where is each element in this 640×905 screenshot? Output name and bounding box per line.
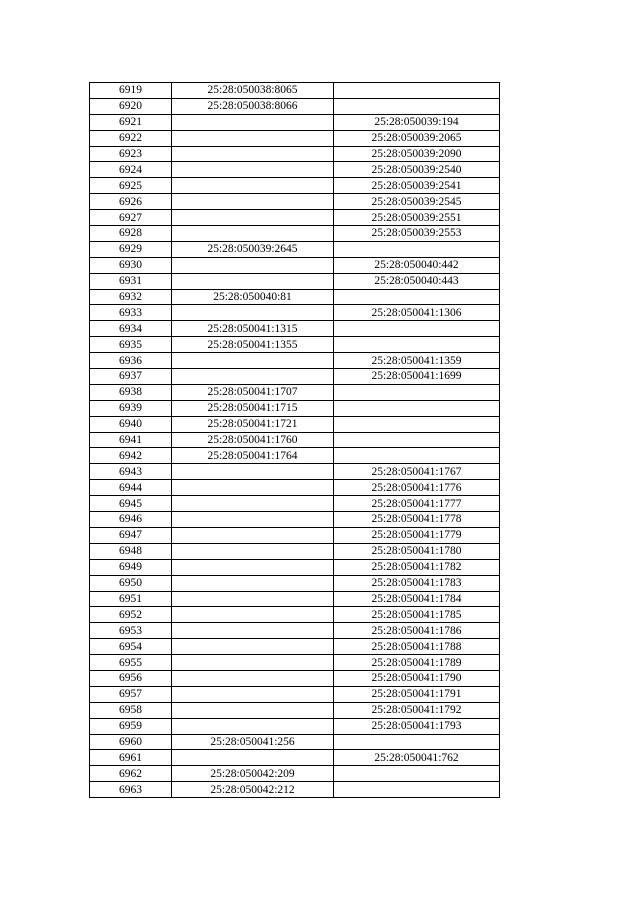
cadastral-number-cell-col2: 25:28:050042:209 <box>172 766 334 782</box>
row-number-cell: 6949 <box>90 559 172 575</box>
cadastral-number-cell-col3 <box>334 782 500 798</box>
table-row <box>90 114 500 130</box>
table-row <box>90 734 500 750</box>
cadastral-number-cell-col3 <box>334 83 500 99</box>
table-row <box>90 686 500 702</box>
row-number-cell: 6944 <box>90 480 172 496</box>
table-row <box>90 480 500 496</box>
table-row <box>90 559 500 575</box>
row-number-cell: 6925 <box>90 178 172 194</box>
table-row <box>90 702 500 718</box>
cadastral-number-cell-col3 <box>334 384 500 400</box>
cadastral-number-cell-col2 <box>172 226 334 242</box>
table-row <box>90 98 500 114</box>
cadastral-number-cell-col2 <box>172 655 334 671</box>
table-row <box>90 591 500 607</box>
table-row <box>90 289 500 305</box>
row-number-cell: 6934 <box>90 321 172 337</box>
cadastral-number-cell-col2: 25:28:050041:1764 <box>172 448 334 464</box>
cadastral-number-cell-col3: 25:28:050040:442 <box>334 257 500 273</box>
table-row <box>90 384 500 400</box>
row-number-cell: 6942 <box>90 448 172 464</box>
table-row <box>90 369 500 385</box>
cadastral-number-cell-col3 <box>334 416 500 432</box>
cadastral-number-cell-col3: 25:28:050039:2551 <box>334 210 500 226</box>
cadastral-number-cell-col2 <box>172 512 334 528</box>
cadastral-number-cell-col2: 25:28:050038:8065 <box>172 83 334 99</box>
row-number-cell: 6932 <box>90 289 172 305</box>
cadastral-number-cell-col3: 25:28:050039:2065 <box>334 130 500 146</box>
cadastral-number-cell-col3: 25:28:050041:1791 <box>334 686 500 702</box>
cadastral-number-cell-col2 <box>172 480 334 496</box>
table-row <box>90 512 500 528</box>
cadastral-number-cell-col3 <box>334 448 500 464</box>
cadastral-number-cell-col2 <box>172 464 334 480</box>
row-number-cell: 6929 <box>90 241 172 257</box>
table-row <box>90 750 500 766</box>
table-row <box>90 226 500 242</box>
table-row <box>90 194 500 210</box>
cadastral-number-cell-col3 <box>334 400 500 416</box>
row-number-cell: 6946 <box>90 512 172 528</box>
cadastral-number-cell-col2: 25:28:050041:256 <box>172 734 334 750</box>
row-number-cell: 6954 <box>90 639 172 655</box>
cadastral-number-cell-col2 <box>172 639 334 655</box>
row-number-cell: 6928 <box>90 226 172 242</box>
row-number-cell: 6948 <box>90 543 172 559</box>
cadastral-number-cell-col2 <box>172 750 334 766</box>
cadastral-number-cell-col3: 25:28:050041:762 <box>334 750 500 766</box>
cadastral-number-cell-col2 <box>172 257 334 273</box>
cadastral-number-cell-col2 <box>172 607 334 623</box>
row-number-cell: 6919 <box>90 83 172 99</box>
row-number-cell: 6941 <box>90 432 172 448</box>
table-row <box>90 178 500 194</box>
cadastral-number-cell-col3 <box>334 321 500 337</box>
table-row <box>90 782 500 798</box>
row-number-cell: 6961 <box>90 750 172 766</box>
cadastral-number-cell-col3: 25:28:050039:2553 <box>334 226 500 242</box>
table-row <box>90 575 500 591</box>
cadastral-number-table <box>89 82 500 798</box>
cadastral-number-cell-col3: 25:28:050041:1790 <box>334 670 500 686</box>
row-number-cell: 6922 <box>90 130 172 146</box>
cadastral-number-cell-col2: 25:28:050040:81 <box>172 289 334 305</box>
cadastral-number-cell-col3: 25:28:050041:1785 <box>334 607 500 623</box>
row-number-cell: 6931 <box>90 273 172 289</box>
table-row <box>90 416 500 432</box>
cadastral-number-cell-col2 <box>172 194 334 210</box>
row-number-cell: 6960 <box>90 734 172 750</box>
cadastral-number-cell-col3: 25:28:050041:1788 <box>334 639 500 655</box>
row-number-cell: 6950 <box>90 575 172 591</box>
table-row <box>90 257 500 273</box>
cadastral-number-cell-col3: 25:28:050041:1792 <box>334 702 500 718</box>
table-row <box>90 321 500 337</box>
table-body <box>90 83 500 798</box>
cadastral-number-cell-col2: 25:28:050042:212 <box>172 782 334 798</box>
cadastral-number-cell-col3: 25:28:050039:194 <box>334 114 500 130</box>
table-row <box>90 639 500 655</box>
table-row <box>90 353 500 369</box>
cadastral-number-cell-col2 <box>172 210 334 226</box>
table-row <box>90 607 500 623</box>
cadastral-number-cell-col2 <box>172 162 334 178</box>
cadastral-number-cell-col2 <box>172 369 334 385</box>
cadastral-number-cell-col3: 25:28:050041:1776 <box>334 480 500 496</box>
cadastral-number-cell-col2 <box>172 305 334 321</box>
cadastral-number-cell-col3: 25:28:050041:1359 <box>334 353 500 369</box>
cadastral-number-cell-col3: 25:28:050041:1699 <box>334 369 500 385</box>
row-number-cell: 6952 <box>90 607 172 623</box>
cadastral-number-cell-col3: 25:28:050041:1780 <box>334 543 500 559</box>
row-number-cell: 6935 <box>90 337 172 353</box>
cadastral-number-cell-col2: 25:28:050039:2645 <box>172 241 334 257</box>
cadastral-number-cell-col3 <box>334 98 500 114</box>
row-number-cell: 6940 <box>90 416 172 432</box>
row-number-cell: 6924 <box>90 162 172 178</box>
row-number-cell: 6955 <box>90 655 172 671</box>
row-number-cell: 6936 <box>90 353 172 369</box>
cadastral-number-cell-col3: 25:28:050041:1793 <box>334 718 500 734</box>
row-number-cell: 6926 <box>90 194 172 210</box>
cadastral-number-cell-col3 <box>334 734 500 750</box>
cadastral-number-cell-col2 <box>172 496 334 512</box>
cadastral-number-cell-col2 <box>172 353 334 369</box>
cadastral-number-cell-col3: 25:28:050041:1789 <box>334 655 500 671</box>
row-number-cell: 6956 <box>90 670 172 686</box>
row-number-cell: 6953 <box>90 623 172 639</box>
cadastral-number-cell-col2 <box>172 702 334 718</box>
cadastral-number-cell-col3: 25:28:050039:2541 <box>334 178 500 194</box>
cadastral-number-cell-col2: 25:28:050041:1315 <box>172 321 334 337</box>
cadastral-number-cell-col2 <box>172 146 334 162</box>
cadastral-number-cell-col2 <box>172 623 334 639</box>
cadastral-number-cell-col2 <box>172 543 334 559</box>
table-row <box>90 273 500 289</box>
table-row <box>90 718 500 734</box>
table-row <box>90 655 500 671</box>
cadastral-number-cell-col3 <box>334 289 500 305</box>
cadastral-number-cell-col3: 25:28:050039:2545 <box>334 194 500 210</box>
cadastral-number-cell-col3: 25:28:050041:1777 <box>334 496 500 512</box>
cadastral-number-cell-col2: 25:28:050038:8066 <box>172 98 334 114</box>
row-number-cell: 6943 <box>90 464 172 480</box>
row-number-cell: 6958 <box>90 702 172 718</box>
cadastral-number-cell-col2 <box>172 527 334 543</box>
row-number-cell: 6933 <box>90 305 172 321</box>
row-number-cell: 6945 <box>90 496 172 512</box>
row-number-cell: 6920 <box>90 98 172 114</box>
table-row <box>90 241 500 257</box>
cadastral-number-cell-col2 <box>172 178 334 194</box>
table-row <box>90 146 500 162</box>
table-row <box>90 130 500 146</box>
cadastral-number-cell-col3: 25:28:050039:2090 <box>334 146 500 162</box>
table-row <box>90 766 500 782</box>
cadastral-number-cell-col3 <box>334 766 500 782</box>
cadastral-number-cell-col3: 25:28:050041:1778 <box>334 512 500 528</box>
table-row <box>90 210 500 226</box>
cadastral-number-cell-col3 <box>334 241 500 257</box>
cadastral-number-cell-col2 <box>172 273 334 289</box>
cadastral-number-cell-col3: 25:28:050041:1783 <box>334 575 500 591</box>
table-row <box>90 464 500 480</box>
cadastral-number-cell-col3: 25:28:050041:1782 <box>334 559 500 575</box>
table-row <box>90 337 500 353</box>
table-row <box>90 162 500 178</box>
row-number-cell: 6963 <box>90 782 172 798</box>
cadastral-number-cell-col2 <box>172 670 334 686</box>
table-row <box>90 527 500 543</box>
table-row <box>90 83 500 99</box>
row-number-cell: 6938 <box>90 384 172 400</box>
cadastral-number-cell-col2: 25:28:050041:1707 <box>172 384 334 400</box>
cadastral-number-cell-col3: 25:28:050041:1779 <box>334 527 500 543</box>
row-number-cell: 6951 <box>90 591 172 607</box>
row-number-cell: 6957 <box>90 686 172 702</box>
row-number-cell: 6921 <box>90 114 172 130</box>
cadastral-number-cell-col2: 25:28:050041:1715 <box>172 400 334 416</box>
table-row <box>90 623 500 639</box>
table-row <box>90 670 500 686</box>
row-number-cell: 6923 <box>90 146 172 162</box>
row-number-cell: 6927 <box>90 210 172 226</box>
cadastral-number-cell-col2: 25:28:050041:1355 <box>172 337 334 353</box>
row-number-cell: 6930 <box>90 257 172 273</box>
row-number-cell: 6947 <box>90 527 172 543</box>
row-number-cell: 6937 <box>90 369 172 385</box>
cadastral-number-cell-col3: 25:28:050041:1786 <box>334 623 500 639</box>
row-number-cell: 6959 <box>90 718 172 734</box>
cadastral-number-cell-col3: 25:28:050041:1306 <box>334 305 500 321</box>
table-row <box>90 496 500 512</box>
cadastral-number-cell-col2 <box>172 559 334 575</box>
row-number-cell: 6939 <box>90 400 172 416</box>
table-row <box>90 400 500 416</box>
table-row <box>90 543 500 559</box>
cadastral-number-cell-col3 <box>334 337 500 353</box>
cadastral-number-cell-col2 <box>172 575 334 591</box>
table-row <box>90 432 500 448</box>
cadastral-number-cell-col2 <box>172 718 334 734</box>
cadastral-number-cell-col2 <box>172 114 334 130</box>
cadastral-number-cell-col2 <box>172 686 334 702</box>
cadastral-number-cell-col3: 25:28:050041:1767 <box>334 464 500 480</box>
cadastral-number-cell-col2: 25:28:050041:1760 <box>172 432 334 448</box>
cadastral-number-cell-col2: 25:28:050041:1721 <box>172 416 334 432</box>
cadastral-number-cell-col2 <box>172 591 334 607</box>
table-row <box>90 448 500 464</box>
cadastral-number-cell-col3: 25:28:050040:443 <box>334 273 500 289</box>
table-row <box>90 305 500 321</box>
cadastral-number-cell-col3: 25:28:050041:1784 <box>334 591 500 607</box>
row-number-cell: 6962 <box>90 766 172 782</box>
cadastral-number-cell-col2 <box>172 130 334 146</box>
cadastral-number-cell-col3 <box>334 432 500 448</box>
cadastral-number-cell-col3: 25:28:050039:2540 <box>334 162 500 178</box>
